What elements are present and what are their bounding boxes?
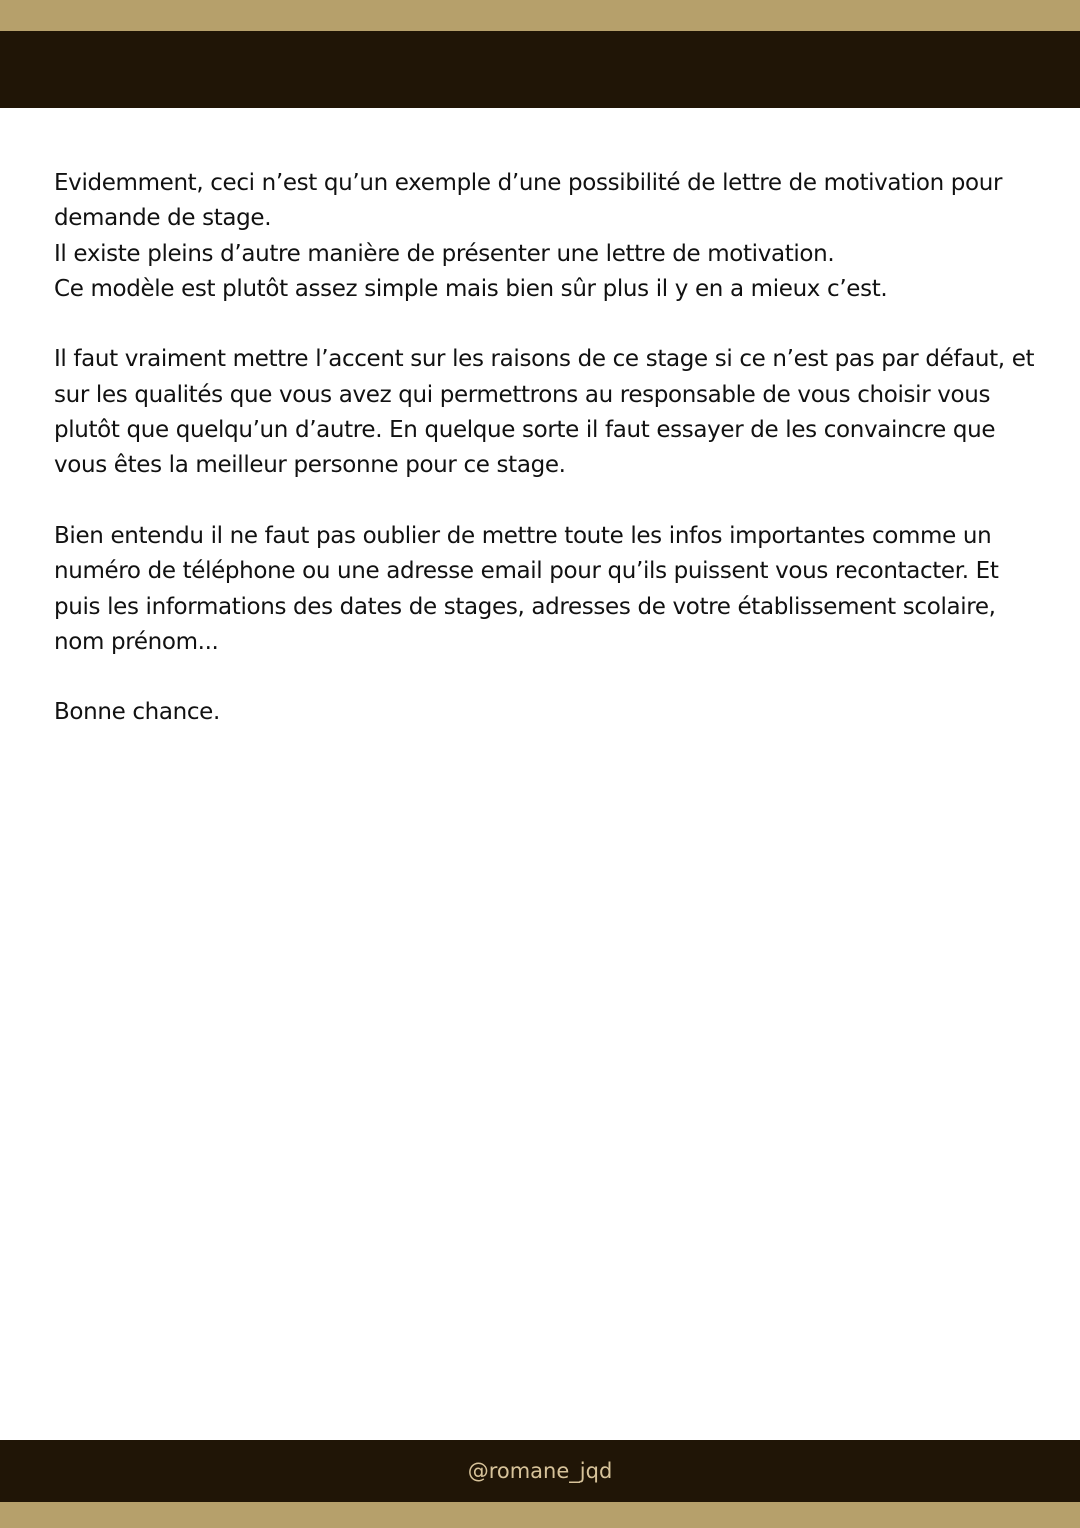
- text-line: nom prénom...: [54, 628, 219, 655]
- text-line: Evidemment, ceci n’est qu’un exemple d’une possibilité de lettre de motivation pour: [54, 170, 1003, 196]
- text-line: Il existe pleins d’autre manière de présenter une lettre de motivation.: [54, 240, 835, 267]
- paragraph-advice: [54, 342, 1054, 483]
- text-line: demande de stage.: [54, 205, 272, 232]
- paragraph-closing: [54, 695, 1054, 730]
- footer-dark-band: [0, 1440, 1080, 1502]
- text-line: numéro de téléphone ou une adresse email pour qu’ils puissent vous recontacter. Et: [54, 558, 999, 585]
- text-line: Ce modèle est plutôt assez simple mais bien sûr plus il y en a mieux c’est.: [54, 275, 888, 302]
- text-line: Bien entendu il ne faut pas oublier de mettre toute les infos importantes comme un: [54, 522, 992, 549]
- text-line: Bonne chance.: [54, 699, 220, 726]
- text-line: sur les qualités que vous avez qui permettrons au responsable de vous choisir vous: [54, 381, 991, 408]
- paragraph-intro: [54, 166, 1054, 307]
- text-line: puis les informations des dates de stages, adresses de votre établissement scolaire,: [54, 593, 996, 620]
- header-gold-band: [0, 0, 1080, 31]
- paragraph-info: [54, 519, 1054, 660]
- text-line: Il faut vraiment mettre l’accent sur les raisons de ce stage si ce n’est pas par défaut, et: [54, 346, 1035, 373]
- footer-gold-band: [0, 1502, 1080, 1528]
- author-handle: @romane_jqd: [467, 1459, 613, 1483]
- document-body: [54, 166, 1054, 766]
- text-line: vous êtes la meilleur personne pour ce stage.: [54, 452, 566, 479]
- header-dark-band: [0, 31, 1080, 108]
- text-line: plutôt que quelqu’un d’autre. En quelque sorte il faut essayer de les convaincre que: [54, 417, 996, 444]
